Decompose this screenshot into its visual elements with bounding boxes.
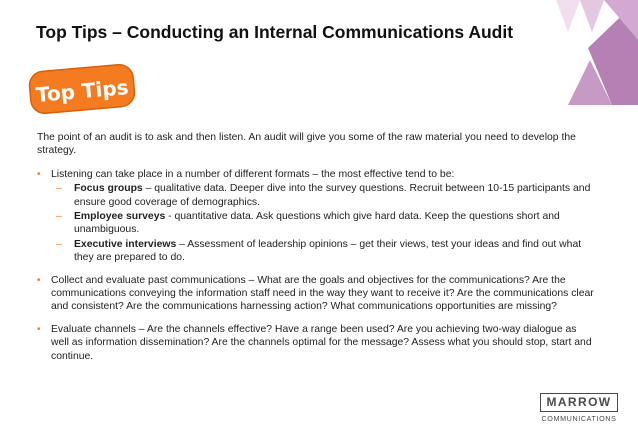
dash-marker: – bbox=[56, 183, 62, 195]
sub-item bbox=[51, 210, 597, 237]
bullet-item bbox=[37, 168, 597, 265]
intro-paragraph: The point of an audit is to ask and then listen. An audit will give you some of the raw material you need to develop the strategy. bbox=[37, 132, 576, 157]
sub-item bbox=[51, 238, 597, 265]
dash-marker: – bbox=[56, 211, 62, 223]
sub-list bbox=[51, 182, 597, 264]
dash-marker: – bbox=[56, 238, 62, 250]
sub-text: – Assessment of leadership opinions – get their views, test your ideas and find out what they are prepared to do. bbox=[74, 238, 582, 264]
page-title: Top Tips – Conducting an Internal Communications Audit bbox=[36, 22, 514, 42]
logo-sub: COMMUNICATIONS bbox=[541, 414, 617, 423]
badge-text: Top Tips bbox=[34, 74, 130, 107]
bullet-text: Evaluate channels – Are the channels effective? Have a range been used? Are you achieving two-way dialogue as well as information dissemination? Are the channels optimal for the message? Assess what you should stop, start and continue. bbox=[51, 323, 592, 362]
bullet-item bbox=[37, 323, 597, 363]
bullet-list bbox=[37, 168, 597, 363]
bullet-text: Listening can take place in a number of different formats – the most effective tend to be: bbox=[51, 168, 455, 180]
logo-main: MARROW bbox=[540, 393, 618, 412]
sub-term: Executive interviews bbox=[74, 238, 177, 250]
decorative-triangles bbox=[518, 0, 638, 105]
top-tips-badge-icon bbox=[24, 58, 140, 120]
bullet-text: Collect and evaluate past communications – What are the goals and objectives for the communications? Are the communications conveying the information staff need in the way they want to receive it? Are the communications clear and consistent? Are the communications harnessing action? What communications opportunities are missing? bbox=[51, 274, 594, 313]
sub-term: Focus groups bbox=[74, 183, 143, 195]
sub-item bbox=[51, 182, 597, 209]
sub-text: - quantitative data. Ask questions which give hard data. Keep the questions short and unambiguous. bbox=[74, 211, 560, 236]
bullet-marker: • bbox=[37, 323, 41, 335]
bullet-marker: • bbox=[37, 274, 41, 286]
content bbox=[37, 131, 597, 372]
sub-text: – qualitative data. Deeper dive into the survey questions. Recruit between 10-15 participants and ensure good coverage of demographics. bbox=[74, 183, 591, 208]
bullet-marker: • bbox=[37, 168, 41, 180]
marrow-logo bbox=[540, 393, 618, 423]
bullet-item bbox=[37, 274, 597, 314]
sub-term: Employee surveys bbox=[74, 211, 166, 223]
